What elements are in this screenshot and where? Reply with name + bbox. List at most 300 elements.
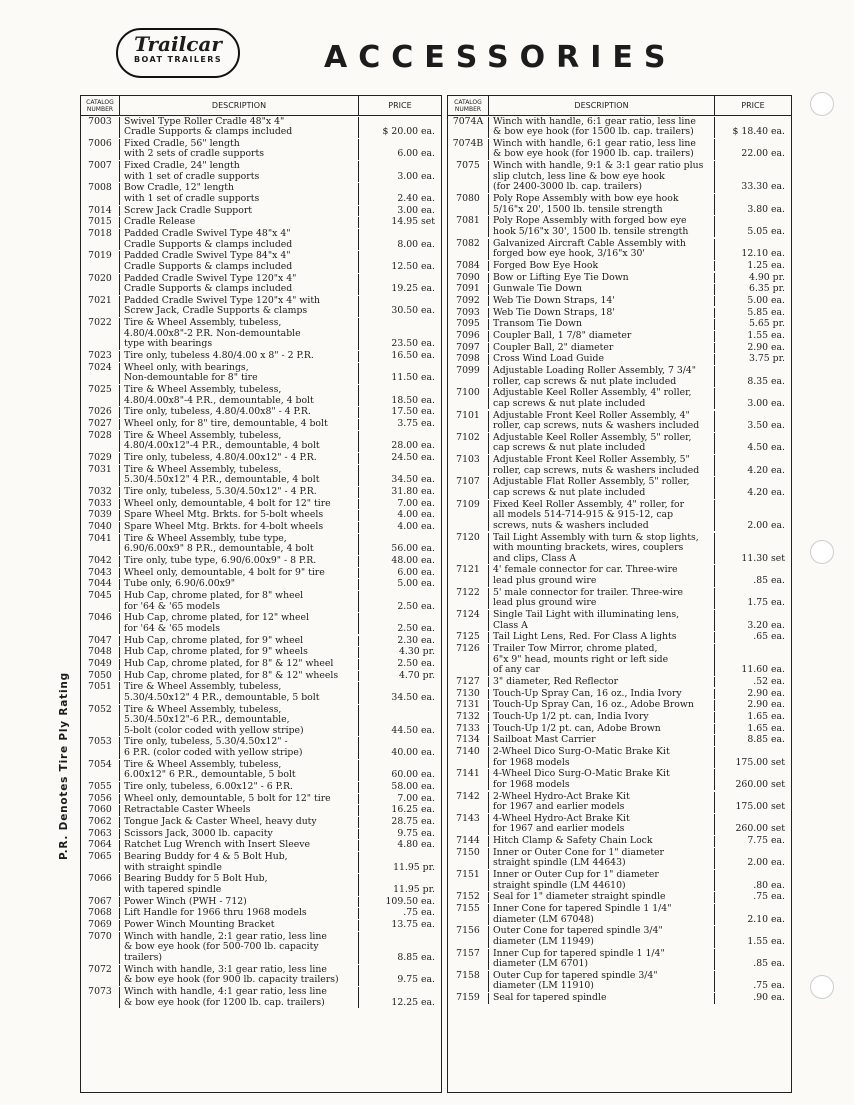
table-row bbox=[81, 828, 441, 840]
price bbox=[715, 194, 791, 215]
description bbox=[489, 735, 715, 746]
description-line: Forged Bow Eye Hook bbox=[493, 259, 599, 271]
catalog-number: 7130 bbox=[448, 689, 489, 700]
description-line: Single Tail Light with illuminating lens, bbox=[493, 609, 680, 621]
description-line: Cradle Supports & clamps included bbox=[124, 283, 293, 295]
price bbox=[359, 636, 441, 647]
table-row bbox=[448, 643, 791, 676]
table-row bbox=[81, 670, 441, 682]
description bbox=[120, 251, 359, 272]
description bbox=[489, 354, 715, 365]
description-line: Adjustable Front Keel Roller Assembly, 5" bbox=[493, 454, 690, 466]
catalog-number: 7084 bbox=[448, 261, 489, 272]
catalog-number: 7158 bbox=[448, 971, 489, 992]
price bbox=[359, 829, 441, 840]
description-line: Winch with handle, 3:1 gear ratio, less line bbox=[124, 963, 327, 975]
description-line: Power Winch (PWH - 712) bbox=[124, 895, 247, 907]
price bbox=[359, 987, 441, 1008]
description bbox=[489, 632, 715, 643]
catalog-number: 7127 bbox=[448, 677, 489, 688]
price bbox=[359, 556, 441, 567]
table-row bbox=[448, 342, 791, 354]
catalog-number: 7039 bbox=[81, 510, 120, 521]
description-line: 4-Wheel Hydro-Act Brake Kit bbox=[493, 812, 630, 824]
price-value: .65 ea. bbox=[753, 631, 785, 643]
table-row bbox=[448, 711, 791, 723]
description-line: Hub Cap, chrome plated, for 8" & 12" wheel bbox=[124, 657, 334, 669]
description bbox=[120, 274, 359, 295]
description-line: Winch with handle, 6:1 gear ratio, less line bbox=[493, 137, 696, 149]
description-line: Web Tie Down Straps, 14' bbox=[493, 294, 615, 306]
description-line: Tire only, tubeless, 5.30/4.50x12" - 4 P.R. bbox=[124, 485, 317, 497]
description-line: screws, nuts & washers included bbox=[493, 519, 649, 531]
description bbox=[489, 331, 715, 342]
table-row bbox=[81, 817, 441, 829]
catalog-number: 7051 bbox=[81, 682, 120, 703]
description-line: 5.30/4.50x12" 4 P.R., demountable, 5 bolt bbox=[124, 691, 320, 703]
price bbox=[359, 659, 441, 670]
catalog-number: 7064 bbox=[81, 840, 120, 851]
table-row bbox=[448, 587, 791, 609]
description-line: Adjustable Keel Roller Assembly, 5" roller, bbox=[493, 431, 692, 443]
price bbox=[715, 747, 791, 768]
table-row bbox=[81, 273, 441, 295]
description-line: (for 2400-3000 lb. cap. trailers) bbox=[493, 181, 642, 193]
catalog-number: 7068 bbox=[81, 908, 120, 919]
price bbox=[715, 366, 791, 387]
price bbox=[359, 351, 441, 362]
price-value: 34.50 ea. bbox=[391, 474, 435, 486]
description-line: Tire & Wheel Assembly, tubeless, bbox=[124, 463, 282, 475]
price-value: 2.00 ea. bbox=[747, 519, 785, 531]
description-line: Tongue Jack & Caster Wheel, heavy duty bbox=[124, 816, 317, 828]
description bbox=[120, 510, 359, 521]
description-line: Scissors Jack, 3000 lb. capacity bbox=[124, 827, 273, 839]
catalog-number: 7091 bbox=[448, 284, 489, 295]
table-row bbox=[448, 319, 791, 331]
catalog-number: 7144 bbox=[448, 836, 489, 847]
description bbox=[489, 792, 715, 813]
catalog-number: 7125 bbox=[448, 632, 489, 643]
catalog-number: 7024 bbox=[81, 363, 120, 384]
catalog-number: 7044 bbox=[81, 579, 120, 590]
price bbox=[715, 904, 791, 925]
catalog-number: 7098 bbox=[448, 354, 489, 365]
description bbox=[120, 499, 359, 510]
catalog-number: 7069 bbox=[81, 920, 120, 931]
price-value: 11.60 ea. bbox=[741, 664, 785, 676]
catalog-number: 7093 bbox=[448, 308, 489, 319]
table-row bbox=[81, 498, 441, 510]
price bbox=[359, 534, 441, 555]
description-line: for 1968 models bbox=[493, 756, 570, 768]
description bbox=[120, 965, 359, 986]
description-line: Ratchet Lug Wrench with Insert Sleeve bbox=[124, 839, 310, 851]
price bbox=[359, 613, 441, 634]
price-value: 2.90 ea. bbox=[747, 687, 785, 699]
description-line: Wheel only, demountable, 5 bolt for 12" tire bbox=[124, 792, 331, 804]
price-value: 3.80 ea. bbox=[747, 203, 785, 215]
table-row bbox=[81, 896, 441, 908]
table-body bbox=[81, 116, 441, 1009]
description bbox=[489, 892, 715, 903]
description bbox=[489, 769, 715, 790]
catalog-number: 7131 bbox=[448, 700, 489, 711]
brand-name: Trailcar bbox=[134, 32, 222, 56]
catalog-number: 7097 bbox=[448, 343, 489, 354]
catalog-number: 7092 bbox=[448, 296, 489, 307]
description-line: with 1 set of cradle supports bbox=[124, 192, 260, 204]
price-value: 33.30 ea. bbox=[741, 181, 785, 193]
description bbox=[489, 216, 715, 237]
price-value: .52 ea. bbox=[753, 675, 785, 687]
description-line: Tire only, tubeless, 6.00x12" - 6 P.R. bbox=[124, 781, 293, 793]
description bbox=[120, 534, 359, 555]
price-value: 4.50 ea. bbox=[747, 442, 785, 454]
table-row bbox=[81, 183, 441, 205]
table-row bbox=[81, 138, 441, 160]
price-value: 4.20 ea. bbox=[747, 464, 785, 476]
description-line: cap screws & nut plate included bbox=[493, 487, 646, 499]
catalog-number: 7055 bbox=[81, 782, 120, 793]
table-row bbox=[448, 993, 791, 1005]
price bbox=[715, 455, 791, 476]
description bbox=[489, 261, 715, 272]
table-row bbox=[81, 590, 441, 612]
description-line: Tire only, tube type, 6.90/6.00x9" - 8 P.R. bbox=[124, 554, 317, 566]
catalog-number: 7082 bbox=[448, 239, 489, 260]
description bbox=[120, 363, 359, 384]
table-row bbox=[81, 874, 441, 896]
table-row bbox=[448, 735, 791, 747]
description-line: Retractable Caster Wheels bbox=[124, 804, 251, 816]
side-note bbox=[58, 672, 78, 880]
description-line: Tire & Wheel Assembly, tubeless, bbox=[124, 317, 282, 329]
price bbox=[359, 453, 441, 464]
price-value: 8.35 ea. bbox=[747, 375, 785, 387]
table-row bbox=[81, 931, 441, 964]
table-row bbox=[448, 410, 791, 432]
description bbox=[120, 217, 359, 228]
price bbox=[359, 274, 441, 295]
description bbox=[489, 724, 715, 735]
catalog-number: 7102 bbox=[448, 433, 489, 454]
description-line: Tail Light Assembly with turn & stop lights, bbox=[493, 531, 699, 543]
catalog-number: 7049 bbox=[81, 659, 120, 670]
description-line: Touch-Up Spray Can, 16 oz., India Ivory bbox=[493, 687, 682, 699]
catalog-number: 7157 bbox=[448, 949, 489, 970]
description-line: Wheel only, for 8" tire, demountable, 4 bolt bbox=[124, 417, 328, 429]
description-line: of any car bbox=[493, 664, 540, 676]
price-value: 40.00 ea. bbox=[391, 747, 435, 759]
table-row bbox=[81, 852, 441, 874]
table-row bbox=[81, 613, 441, 635]
table-row bbox=[448, 116, 791, 138]
description bbox=[489, 700, 715, 711]
price-value: 19.25 ea. bbox=[391, 283, 435, 295]
price bbox=[359, 782, 441, 793]
description bbox=[489, 343, 715, 354]
catalog-number: 7134 bbox=[448, 735, 489, 746]
table-header bbox=[81, 96, 441, 116]
description-line: 5.30/4.50x12" 4 P.R., demountable, 4 bolt bbox=[124, 474, 320, 486]
description bbox=[489, 500, 715, 532]
description-line: 6 P.R. (color coded with yellow stripe) bbox=[124, 747, 303, 759]
description-line: roller, cap screws & nut plate included bbox=[493, 375, 677, 387]
description-line: diameter (LM 11910) bbox=[493, 980, 594, 992]
table-row bbox=[81, 920, 441, 932]
description-line: Tire & Wheel Assembly, tubeless, bbox=[124, 429, 282, 441]
catalog-number: 7060 bbox=[81, 805, 120, 816]
price bbox=[359, 817, 441, 828]
price bbox=[715, 284, 791, 295]
description-line: Galvanized Aircraft Cable Assembly with bbox=[493, 237, 686, 249]
price bbox=[715, 769, 791, 790]
description-line: Cradle Release bbox=[124, 216, 196, 228]
description bbox=[120, 117, 359, 138]
description-line: Tube only, 6.90/6.00x9" bbox=[124, 578, 236, 590]
description-line: Poly Rope Assembly with bow eye hook bbox=[493, 192, 679, 204]
catalog-number: 7050 bbox=[81, 671, 120, 682]
table-row bbox=[448, 354, 791, 366]
price-value: 44.50 ea. bbox=[391, 724, 435, 736]
catalog-number: 7056 bbox=[81, 794, 120, 805]
price bbox=[359, 920, 441, 931]
description bbox=[489, 433, 715, 454]
price-value: 3.20 ea. bbox=[747, 619, 785, 631]
description-line: Outer Cone for tapered spindle 3/4" bbox=[493, 925, 663, 937]
catalog-number: 7095 bbox=[448, 319, 489, 330]
description bbox=[489, 308, 715, 319]
table-row bbox=[81, 840, 441, 852]
table-row bbox=[448, 676, 791, 688]
description-line: 5' male connector for trailer. Three-wire bbox=[493, 586, 684, 598]
description-line: Padded Cradle Swivel Type 48"x 4" bbox=[124, 228, 291, 240]
price-value: 6.00 ea. bbox=[397, 566, 435, 578]
catalog-number: 7042 bbox=[81, 556, 120, 567]
price-value: 4.00 ea. bbox=[397, 509, 435, 521]
table-row bbox=[448, 688, 791, 700]
table-row bbox=[81, 567, 441, 579]
description-line: straight spindle (LM 44643) bbox=[493, 857, 626, 869]
description bbox=[120, 407, 359, 418]
description-line: Lift Handle for 1966 thru 1968 models bbox=[124, 907, 307, 919]
catalog-number: 7028 bbox=[81, 431, 120, 452]
description-line: hook 5/16"x 30', 1500 lb. tensile strength bbox=[493, 225, 689, 237]
description bbox=[120, 805, 359, 816]
table-row bbox=[81, 384, 441, 406]
price-value: 48.00 ea. bbox=[391, 554, 435, 566]
catalog-number: 7029 bbox=[81, 453, 120, 464]
description bbox=[120, 318, 359, 350]
price-value: 260.00 set bbox=[735, 823, 785, 835]
price-value: 8.85 ea. bbox=[397, 951, 435, 963]
price bbox=[359, 794, 441, 805]
description-line: Seal for 1" diameter straight spindle bbox=[493, 891, 666, 903]
description-line: 6"x 9" head, mounts right or left side bbox=[493, 653, 669, 665]
table-row bbox=[448, 632, 791, 644]
description-line: for '64 & '65 models bbox=[124, 622, 220, 634]
description bbox=[120, 659, 359, 670]
description-line: Screw Jack, Cradle Supports & clamps bbox=[124, 305, 308, 317]
punch-hole bbox=[810, 92, 834, 116]
price-value: 7.00 ea. bbox=[397, 497, 435, 509]
price bbox=[715, 836, 791, 847]
table-body bbox=[448, 116, 791, 1004]
description bbox=[120, 920, 359, 931]
price bbox=[715, 139, 791, 160]
description-line: cap screws & nut plate included bbox=[493, 442, 646, 454]
description bbox=[120, 419, 359, 430]
description bbox=[489, 284, 715, 295]
description-line: Padded Cradle Swivel Type 84"x 4" bbox=[124, 250, 291, 262]
price-value: 8.00 ea. bbox=[397, 238, 435, 250]
price bbox=[359, 487, 441, 498]
description-line: type with bearings bbox=[124, 338, 213, 350]
table-row bbox=[448, 847, 791, 869]
table-row bbox=[81, 635, 441, 647]
description bbox=[489, 747, 715, 768]
description-line: Tire & Wheel Assembly, tubeless, bbox=[124, 681, 282, 693]
price bbox=[715, 388, 791, 409]
price bbox=[715, 632, 791, 643]
catalog-number: 7062 bbox=[81, 817, 120, 828]
price-value: 3.75 ea. bbox=[397, 417, 435, 429]
description-line: Hub Cap, chrome plated, for 9" wheel bbox=[124, 634, 304, 646]
table-row bbox=[448, 138, 791, 160]
description-line: Touch-Up 1/2 pt. can, India Ivory bbox=[493, 710, 649, 722]
table-row bbox=[448, 388, 791, 410]
description bbox=[120, 671, 359, 682]
table-row bbox=[448, 791, 791, 813]
catalog-number: 7103 bbox=[448, 455, 489, 476]
catalog-number: 7067 bbox=[81, 897, 120, 908]
catalog-number: 7018 bbox=[81, 229, 120, 250]
catalog-number: 7156 bbox=[448, 926, 489, 947]
price-value: $ 20.00 ea. bbox=[382, 126, 435, 138]
description bbox=[489, 677, 715, 688]
price-value: 11.95 pr. bbox=[393, 861, 435, 873]
description-line: Winch with handle, 6:1 gear ratio, less line bbox=[493, 115, 696, 127]
price-value: 6.00 ea. bbox=[397, 148, 435, 160]
price-value: 4.70 pr. bbox=[399, 669, 435, 681]
description bbox=[489, 836, 715, 847]
description bbox=[120, 161, 359, 182]
table-row bbox=[81, 452, 441, 464]
catalog-number: 7054 bbox=[81, 760, 120, 781]
catalog-number: 7096 bbox=[448, 331, 489, 342]
description-line: straight spindle (LM 44610) bbox=[493, 879, 626, 891]
price-value: 12.50 ea. bbox=[391, 260, 435, 272]
description-line: & bow eye hook (for 500-700 lb. capacity bbox=[124, 941, 319, 953]
punch-hole bbox=[810, 540, 834, 564]
description-line: for '64 & '65 models bbox=[124, 600, 220, 612]
price-value: 109.50 ea. bbox=[385, 895, 435, 907]
price-value: 4.00 ea. bbox=[397, 520, 435, 532]
table-row bbox=[81, 658, 441, 670]
description bbox=[489, 161, 715, 193]
price-value: 2.50 ea. bbox=[397, 600, 435, 612]
description-line: Padded Cradle Swivel Type 120"x 4" bbox=[124, 272, 297, 284]
table-row bbox=[81, 418, 441, 430]
table-row bbox=[81, 229, 441, 251]
price-value: 5.05 ea. bbox=[747, 225, 785, 237]
table-row bbox=[81, 464, 441, 486]
price bbox=[359, 647, 441, 658]
description bbox=[120, 840, 359, 851]
description-line: diameter (LM 67048) bbox=[493, 913, 594, 925]
table-row bbox=[81, 351, 441, 363]
description-line: 4' female connector for car. Three-wire bbox=[493, 564, 678, 576]
catalog-number-header: CATALOG NUMBER bbox=[448, 96, 489, 115]
price-value: 17.50 ea. bbox=[391, 406, 435, 418]
price-value: 13.75 ea. bbox=[391, 919, 435, 931]
price bbox=[359, 874, 441, 895]
price-value: 4.30 pr. bbox=[399, 646, 435, 658]
description bbox=[120, 568, 359, 579]
catalog-number: 7053 bbox=[81, 737, 120, 758]
description-line: Tire only, tubeless 4.80/4.00 x 8" - 2 P.R. bbox=[124, 350, 314, 362]
description bbox=[120, 431, 359, 452]
price-value: .85 ea. bbox=[753, 575, 785, 587]
table-row bbox=[448, 260, 791, 272]
brand-logo bbox=[116, 28, 240, 78]
table-row bbox=[448, 565, 791, 587]
description-line: Coupler Ball, 2" diameter bbox=[493, 341, 614, 353]
catalog-number: 7022 bbox=[81, 318, 120, 350]
table-row bbox=[81, 986, 441, 1008]
table-row bbox=[448, 330, 791, 342]
description-line: Bow or Lifting Eye Tie Down bbox=[493, 271, 629, 283]
description-line: Cross Wind Load Guide bbox=[493, 353, 604, 365]
description bbox=[120, 351, 359, 362]
description bbox=[120, 579, 359, 590]
table-row bbox=[81, 116, 441, 138]
description-line: Adjustable Loading Roller Assembly, 7 3/4" bbox=[493, 365, 697, 377]
price-value: 11.30 set bbox=[741, 552, 785, 564]
table-row bbox=[448, 609, 791, 631]
description bbox=[489, 993, 715, 1004]
description-header: DESCRIPTION bbox=[489, 96, 715, 115]
price bbox=[715, 565, 791, 586]
description-line: diameter (LM 11949) bbox=[493, 935, 594, 947]
price bbox=[715, 870, 791, 891]
description-header: DESCRIPTION bbox=[120, 96, 359, 115]
description-line: Cradle Supports & clamps included bbox=[124, 260, 293, 272]
description bbox=[120, 737, 359, 758]
description bbox=[120, 897, 359, 908]
description-line: Inner Cone for tapered Spindle 1 1/4" bbox=[493, 903, 672, 915]
catalog-number: 7126 bbox=[448, 644, 489, 676]
price bbox=[359, 465, 441, 486]
catalog-number: 7099 bbox=[448, 366, 489, 387]
description bbox=[120, 987, 359, 1008]
price bbox=[715, 308, 791, 319]
price bbox=[715, 792, 791, 813]
price bbox=[715, 644, 791, 676]
price bbox=[359, 908, 441, 919]
price bbox=[715, 117, 791, 138]
price-value: 1.65 ea. bbox=[747, 710, 785, 722]
price-value: 9.75 ea. bbox=[397, 974, 435, 986]
catalog-number: 7124 bbox=[448, 610, 489, 631]
description bbox=[489, 926, 715, 947]
table-row bbox=[81, 318, 441, 351]
description-line: and clips, Class A bbox=[493, 552, 577, 564]
description-line: Coupler Ball, 1 7/8" diameter bbox=[493, 329, 632, 341]
catalog-number: 7046 bbox=[81, 613, 120, 634]
description-line: Winch with handle, 9:1 & 3:1 gear ratio plus bbox=[493, 160, 704, 172]
